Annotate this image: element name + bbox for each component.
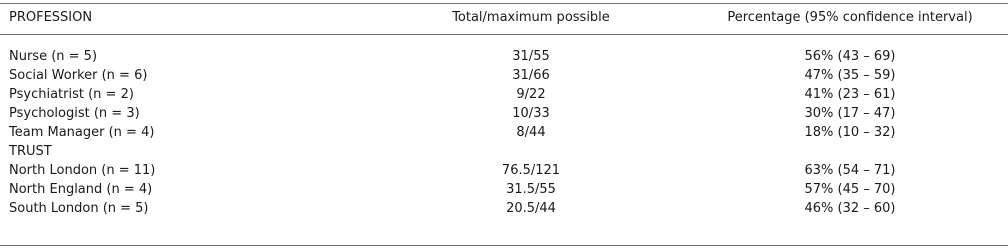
row-total: 31/66 [512, 68, 550, 83]
row-total: 31.5/55 [506, 182, 556, 197]
row-percentage: 46% (32 – 60) [804, 201, 896, 216]
row-label: North England (n = 4) [9, 182, 153, 197]
row-label: Team Manager (n = 4) [9, 125, 155, 140]
bottom-rule [0, 245, 1008, 246]
table-row [0, 48, 1008, 66]
header-percentage: Percentage (95% confidence interval) [727, 10, 973, 25]
header-row [0, 9, 1008, 27]
row-percentage: 57% (45 – 70) [804, 182, 896, 197]
header-profession: PROFESSION [9, 10, 93, 25]
row-percentage: 47% (35 – 59) [804, 68, 896, 83]
header-total: Total/maximum possible [452, 10, 610, 25]
table-row [0, 105, 1008, 123]
row-total: 76.5/121 [501, 163, 561, 178]
section-label: TRUST [9, 144, 52, 159]
row-percentage: 18% (10 – 32) [804, 125, 896, 140]
row-total: 9/22 [516, 87, 546, 102]
table-row [0, 124, 1008, 142]
row-total: 20.5/44 [506, 201, 556, 216]
row-label: Nurse (n = 5) [9, 49, 98, 64]
table-row [0, 162, 1008, 180]
table-row [0, 200, 1008, 218]
row-label: Psychologist (n = 3) [9, 106, 140, 121]
row-total: 10/33 [512, 106, 550, 121]
row-percentage: 56% (43 – 69) [804, 49, 896, 64]
top-rule [0, 3, 1008, 4]
section-row-trust [0, 143, 1008, 161]
row-total: 8/44 [516, 125, 546, 140]
table-row [0, 181, 1008, 199]
row-label: South London (n = 5) [9, 201, 149, 216]
row-label: Psychiatrist (n = 2) [9, 87, 134, 102]
row-percentage: 41% (23 – 61) [804, 87, 896, 102]
row-label: North London (n = 11) [9, 163, 156, 178]
row-percentage: 63% (54 – 71) [804, 163, 896, 178]
row-total: 31/55 [512, 49, 550, 64]
table-row [0, 86, 1008, 104]
row-percentage: 30% (17 – 47) [804, 106, 896, 121]
header-rule [0, 34, 1008, 35]
table-row [0, 67, 1008, 85]
row-label: Social Worker (n = 6) [9, 68, 148, 83]
